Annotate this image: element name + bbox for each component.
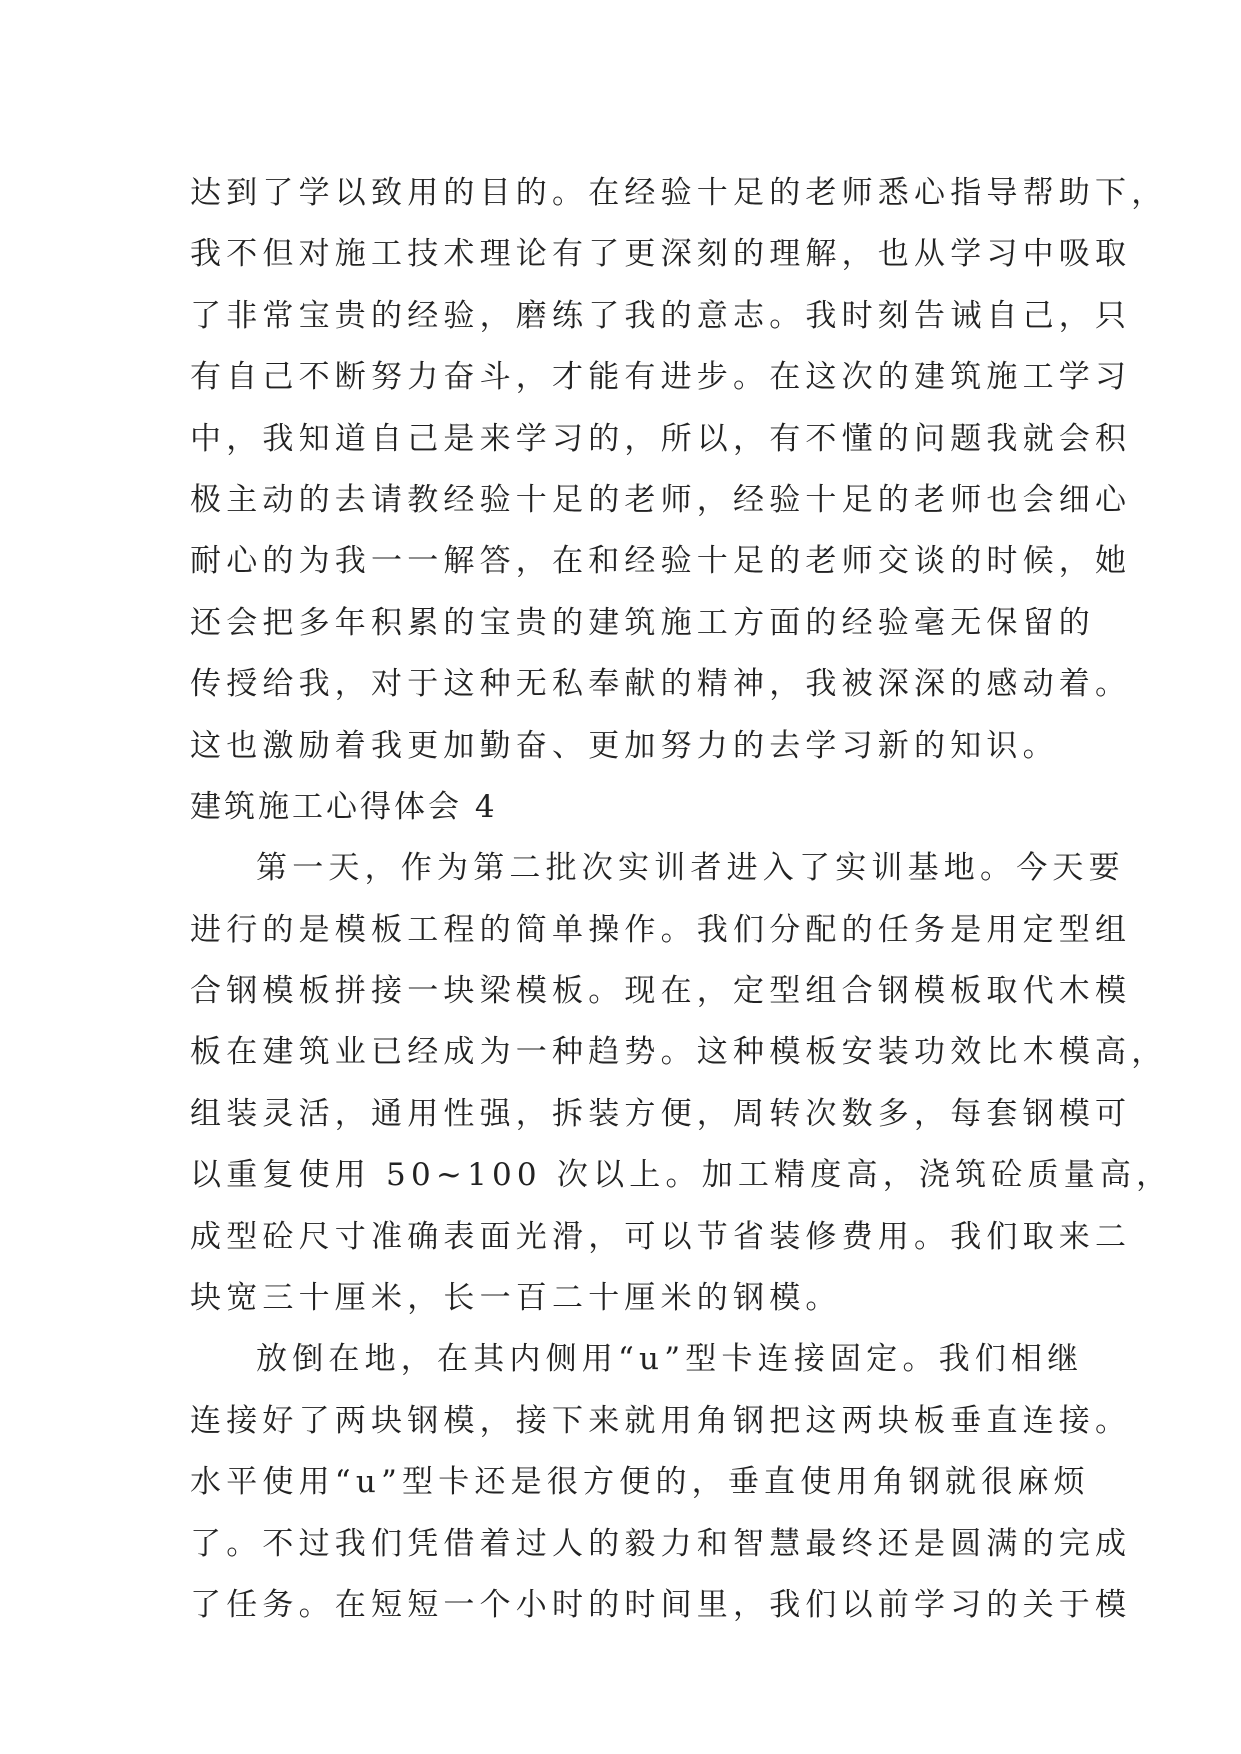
text-line: 第一天，作为第二批次实训者进入了实训基地。今天要 [256,850,1125,887]
text-line: 中，我知道自己是来学习的，所以，有不懂的问题我就会积 [190,420,1132,457]
text-line: 放倒在地，在其内侧用“u”型卡连接固定。我们相继 [256,1341,1084,1378]
text-line: 水平使用“u”型卡还是很方便的，垂直使用角钢就很麻烦 [190,1464,1090,1501]
text-line: 组装灵活，通用性强，拆装方便，周转次数多，每套钢模可 [190,1095,1132,1132]
text-line: 以重复使用 50~100 次以上。加工精度高，浇筑砼质量高， [190,1157,1173,1194]
text-line: 传授给我，对于这种无私奉献的精神，我被深深的感动着。 [190,666,1132,703]
text-line: 我不但对施工技术理论有了更深刻的理解，也从学习中吸取 [190,236,1132,273]
text-line: 极主动的去请教经验十足的老师，经验十足的老师也会细心 [190,481,1132,518]
text-line: 进行的是模板工程的简单操作。我们分配的任务是用定型组 [190,911,1132,948]
text-line: 这也激励着我更加勤奋、更加努力的去学习新的知识。 [190,727,1059,764]
text-line: 有自己不断努力奋斗，才能有进步。在这次的建筑施工学习 [190,359,1132,396]
text-line: 连接好了两块钢模，接下来就用角钢把这两块板垂直连接。 [190,1402,1132,1439]
text-line: 了非常宝贵的经验，磨练了我的意志。我时刻告诫自己，只 [190,297,1132,334]
text-line: 成型砼尺寸准确表面光滑，可以节省装修费用。我们取来二 [190,1218,1132,1255]
text-line: 了任务。在短短一个小时的时间里，我们以前学习的关于模 [190,1586,1132,1623]
section-heading: 建筑施工心得体会 4 [190,788,498,825]
text-line: 耐心的为我一一解答，在和经验十足的老师交谈的时候，她 [190,543,1132,580]
text-line: 板在建筑业已经成为一种趋势。这种模板安装功效比木模高， [190,1034,1168,1071]
text-line: 还会把多年积累的宝贵的建筑施工方面的经验毫无保留的 [190,604,1095,641]
text-line: 块宽三十厘米，长一百二十厘米的钢模。 [190,1280,842,1317]
body-text [190,163,1173,1636]
text-line: 合钢模板拼接一块梁模板。现在，定型组合钢模板取代木模 [190,973,1132,1010]
text-line: 达到了学以致用的目的。在经验十足的老师悉心指导帮助下， [190,175,1168,211]
text-line: 了。不过我们凭借着过人的毅力和智慧最终还是圆满的完成 [190,1525,1132,1562]
